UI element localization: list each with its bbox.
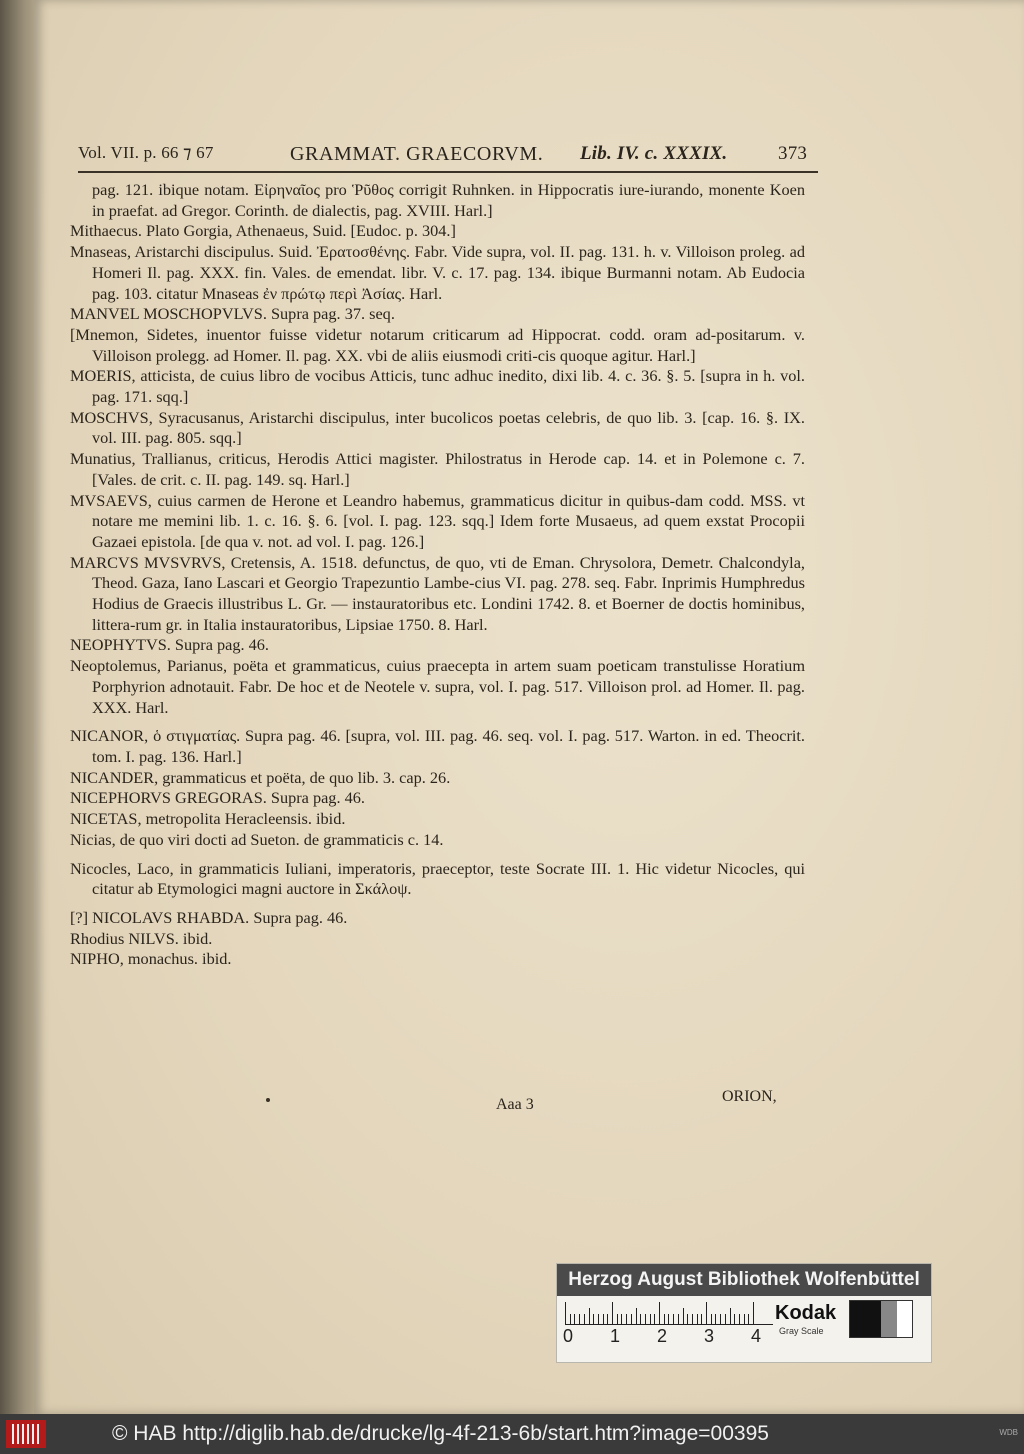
ruler-tick <box>593 1314 594 1324</box>
copyright-url[interactable]: © HAB http://diglib.hab.de/drucke/lg-4f-213-6b/start.htm?image=00395 <box>112 1422 769 1445</box>
entry-nicander: NICANDER, grammaticus et poëta, de quo lib. 3. cap. 26. <box>70 767 451 787</box>
entry-nicolaus: [?] NICOLAVS RHABDA. Supra pag. 46. <box>70 907 348 927</box>
header-title: GRAMMAT. GRAECORVM. <box>290 143 544 165</box>
entry-nicetas: NICETAS, metropolita Heracleensis. ibid. <box>70 809 346 829</box>
entry-continuation: pag. 121. ibique notam. Εἰρηναῖος pro Ῥῦθος corrigit Ruhnken. in Hippocratis iure-iurando, monente Koen in praefat. ad Gregor. Corinth. de dialectis, pag. XVIII. Harl.] <box>92 180 805 220</box>
ruler-tick <box>730 1308 731 1324</box>
ruler-tick <box>612 1302 613 1324</box>
scale-ruler <box>563 1300 773 1346</box>
ruler-ticks <box>565 1300 773 1325</box>
ruler-number: 4 <box>751 1326 762 1346</box>
running-header <box>78 143 818 169</box>
entry-moschus: MOSCHVS, Syracusanus, Aristarchi discipulus, inter bucolicos poetas celebris, de quo lib. 3. [cap. 16. §. IX. vol. III. pag. 805. sqq.] <box>70 407 805 448</box>
status-bar <box>0 1414 1024 1454</box>
ruler-tick <box>706 1302 707 1324</box>
header-volume-ref: Vol. VII. p. 66 ⁊ 67 <box>78 143 214 162</box>
entry-neophytus: NEOPHYTVS. Supra pag. 46. <box>70 635 269 655</box>
ruler-tick <box>734 1314 735 1324</box>
header-rule <box>78 171 818 173</box>
gray-scale-patch <box>849 1300 913 1338</box>
entry-mithaecus: Mithaecus. Plato Gorgia, Athenaeus, Suid. [Eudoc. p. 304.] <box>70 221 456 241</box>
entry-nicephorus: NICEPHORVS GREGORAS. Supra pag. 46. <box>70 788 365 808</box>
ruler-tick <box>617 1314 618 1324</box>
entry-moeris: MOERIS, atticista, de cuius libro de vocibus Atticis, tunc adhuc inedito, dixi lib. 4. c. 36. §. 5. [supra in h. vol. pag. 171. sqq.] <box>70 366 805 407</box>
wdb-mark: WDB <box>999 1428 1018 1437</box>
entry-moschopulus: MANVEL MOSCHOPVLVS. Supra pag. 37. seq. <box>70 304 395 324</box>
ruler-tick <box>589 1308 590 1324</box>
ruler-tick <box>565 1302 566 1324</box>
entry-mnaseas: Mnaseas, Aristarchi discipulus. Suid. Ἐρατοσθένης. Fabr. Vide supra, vol. II. pag. 131. h. v. Villoison proleg. ad Homeri Il. pag. XXX. fin. Vales. de emendat. libr. V. c. 17. pag. 134. ibique Burmanni notam. Ab Eudocia pag. 103. citatur Mnaseas ἐν πρώτῳ περὶ Ἀσίας. Harl. <box>70 242 805 303</box>
entry-neoptolemus: Neoptolemus, Parianus, poëta et grammaticus, cuius praecepta in artem suam poeticam transtulisse Horatium Porphyrion adnotauit. Fabr. De hoc et de Neotele v. supra, vol. I. pag. 517. Villoison prol. ad Homer. Il. pag. XXX. Harl. <box>70 656 805 717</box>
signature-mark: Aaa 3 <box>496 1096 534 1113</box>
ruler-tick <box>683 1308 684 1324</box>
entry-musurus: MARCVS MVSVRVS, Cretensis, A. 1518. defunctus, de quo, vti de Eman. Chrysolora, Demetr. Chalcondyla, Theod. Gaza, Iano Lascari et Georgio Trapezuntio Lambe-cius VI. pag. 278. seq. Fabr. Inprimis Humphredus Hodius de Graecis illustribus L. Gr. — instauratoribus etc. Londini 1742. 8. et Boerner de doctis hominibus, littera-rum gr. in Italia instauratoribus, Lipsiae 1750. 8. Harl. <box>70 552 805 634</box>
ruler-number: 0 <box>563 1326 574 1346</box>
ruler-tick <box>753 1302 754 1324</box>
ruler-tick <box>598 1314 599 1324</box>
hab-logo-icon <box>6 1420 46 1448</box>
text-body <box>70 180 805 970</box>
ruler-tick <box>636 1308 637 1324</box>
scale-card <box>556 1263 932 1363</box>
entry-mnemon: [Mnemon, Sidetes, inuentor fuisse videtur notarum criticarum ad Hippocrat. codd. oram ad-positarum. v. Villoison prolegg. ad Homer. Il. pag. XX. vbi de aliis eiusmodi criti-cis quoque agitur. Harl.] <box>70 324 805 365</box>
ruler-tick <box>678 1314 679 1324</box>
entry-nicias: Nicias, de quo viri docti ad Sueton. de grammaticis c. 14. <box>70 829 444 849</box>
entry-nicanor: NICANOR, ὁ στιγματίας. Supra pag. 46. [supra, vol. III. pag. 46. seq. vol. I. pag. 517. Warton. in ed. Theocrit. tom. I. pag. 136. Harl.] <box>70 726 805 766</box>
ruler-tick <box>739 1314 740 1324</box>
ruler-tick <box>673 1314 674 1324</box>
ruler-tick <box>725 1314 726 1324</box>
ruler-tick <box>668 1314 669 1324</box>
ruler-tick <box>645 1314 646 1324</box>
ruler-tick <box>711 1314 712 1324</box>
ruler-number: 1 <box>610 1326 621 1346</box>
ruler-tick <box>697 1314 698 1324</box>
ruler-tick <box>748 1314 749 1324</box>
ruler-tick <box>631 1314 632 1324</box>
entry-nicocles: Nicocles, Laco, in grammaticis Iuliani, imperatoris, praeceptor, teste Socrate III. 1. Hic videtur Nicocles, qui citatur ab Etymologici magni auctore in Σκάλοψ. <box>70 858 805 899</box>
ruler-tick <box>579 1314 580 1324</box>
ruler-tick <box>603 1314 604 1324</box>
ruler-tick <box>640 1314 641 1324</box>
entry-nipho: NIPHO, monachus. ibid. <box>70 949 232 969</box>
ruler-tick <box>621 1314 622 1324</box>
header-chapter: Lib. IV. c. XXXIX. <box>580 143 728 164</box>
facing-page-bleed <box>0 0 36 1414</box>
entry-munatius: Munatius, Trallianus, criticus, Herodis Attici magister. Philostratus in Herode cap. 14. et in Polemone c. 7. [Vales. de crit. c. II. pag. 149. sq. Harl.] <box>70 449 805 489</box>
ruler-tick <box>664 1314 665 1324</box>
kodak-logo: Kodak <box>775 1302 837 1324</box>
ruler-tick <box>701 1314 702 1324</box>
ruler-tick <box>570 1314 571 1324</box>
ruler-number: 3 <box>704 1326 715 1346</box>
ruler-tick <box>659 1302 660 1324</box>
ink-dot <box>266 1098 270 1102</box>
ruler-tick <box>715 1314 716 1324</box>
ruler-tick <box>654 1314 655 1324</box>
ruler-tick <box>692 1314 693 1324</box>
card-institution: Herzog August Bibliothek Wolfenbüttel <box>557 1264 931 1296</box>
ruler-tick <box>626 1314 627 1324</box>
gray-scale-label: Gray Scale <box>779 1326 824 1336</box>
ruler-tick <box>607 1314 608 1324</box>
ruler-tick <box>584 1314 585 1324</box>
ruler-number: 2 <box>657 1326 668 1346</box>
ruler-tick <box>650 1314 651 1324</box>
ruler-tick <box>744 1314 745 1324</box>
ruler-tick <box>687 1314 688 1324</box>
entry-nilus: Rhodius NILVS. ibid. <box>70 928 213 948</box>
catchword: ORION, <box>722 1088 777 1105</box>
page-number: 373 <box>778 143 808 164</box>
ruler-tick <box>574 1314 575 1324</box>
ruler-tick <box>720 1314 721 1324</box>
ruler-numbers <box>563 1326 773 1346</box>
entry-musaeus: MVSAEVS, cuius carmen de Herone et Leandro habemus, grammaticus dicitur in quibus-dam codd. MSS. vt notare me memini lib. 1. c. 16. §. 6. [vol. I. pag. 123. sqq.] Idem forte Musaeus, ad quem exstat Procopii Gazaei epistola. [de qua v. not. ad vol. I. pag. 126.] <box>70 490 805 551</box>
